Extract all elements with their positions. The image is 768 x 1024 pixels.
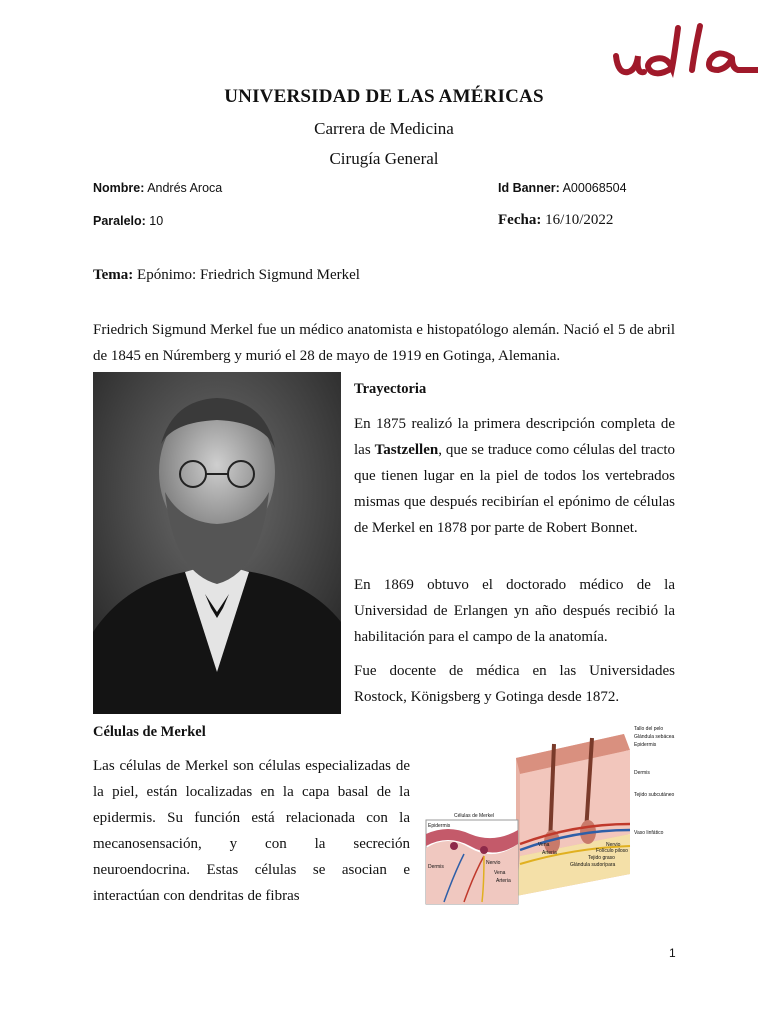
portrait-illustration xyxy=(93,372,341,714)
tastzellen-term: Tastzellen xyxy=(374,442,439,458)
label-hair-shaft: Tallo del pelo xyxy=(634,726,664,732)
trajectory-paragraph-1 xyxy=(354,411,675,541)
trajectory-p1-text: En 1875 realizó la primera descripción completa de las xyxy=(354,416,675,458)
name-value: Andrés Aroca xyxy=(144,181,223,195)
university-title: UNIVERSIDAD DE LAS AMÉRICAS xyxy=(224,86,544,107)
label-hair-follicle: Folículo piloso xyxy=(596,848,628,854)
cells-heading: Células de Merkel xyxy=(93,724,206,740)
label-inset-vein: Vena xyxy=(494,870,506,876)
banner-label: Id Banner: xyxy=(498,181,560,195)
topic-value: Epónimo: Friedrich Sigmund Merkel xyxy=(133,267,360,283)
label-sweat-gland: Glándula sudorípara xyxy=(570,862,616,868)
date-value: 16/10/2022 xyxy=(541,212,614,228)
label-epidermis: Epidermis xyxy=(634,742,657,748)
course-subtitle: Cirugía General xyxy=(329,149,439,168)
label-inset-epidermis: Epidermis xyxy=(428,823,451,829)
banner-value: A00068504 xyxy=(559,181,627,195)
label-lymph-vessel: Vaso linfático xyxy=(634,830,664,836)
parallel xyxy=(93,214,163,228)
label-dermis: Dermis xyxy=(634,770,650,776)
intro-paragraph: Friedrich Sigmund Merkel fue un médico anatomista e histopatólogo alemán. Nació el 5 de abril de 1845 en Núremberg y murió el 28 de mayo de 1919 en Gotinga, Alemania. xyxy=(93,322,675,364)
merkel-portrait xyxy=(93,372,341,714)
label-merkel-cells: Células de Merkel xyxy=(454,813,495,819)
date xyxy=(498,212,613,229)
parallel-value: 10 xyxy=(145,214,164,228)
name-label: Nombre: xyxy=(93,181,145,195)
label-inset-artery: Arteria xyxy=(496,878,511,884)
page-number: 1 xyxy=(669,946,676,960)
trajectory-p1-rest: , que se traduce como células del tracto que tienen lugar en la piel de todos los vertebrados mismas que después recibirían el epónimo de células de Merkel en 1878 por parte de Robert Bonnet. xyxy=(354,442,675,536)
date-label: Fecha: xyxy=(498,212,542,228)
parallel-label: Paralelo: xyxy=(93,214,146,228)
topic-label: Tema: xyxy=(93,267,134,283)
label-nerve: Nervio xyxy=(606,842,621,848)
label-artery: Arteria xyxy=(542,850,557,856)
student-name xyxy=(93,181,222,195)
label-fat-tissue: Tejido graso xyxy=(588,855,615,861)
career-subtitle: Carrera de Medicina xyxy=(314,119,454,138)
skin-diagram xyxy=(424,724,686,906)
label-vein: Vena xyxy=(538,842,550,848)
trajectory-paragraph-3: Fue docente de médica en las Universidades Rostock, Königsberg y Gotinga desde 1872. xyxy=(354,663,675,705)
label-inset-dermis: Dermis xyxy=(428,864,444,870)
label-sebaceous-gland: Glándula sebácea xyxy=(634,734,675,740)
trajectory-paragraph-2: En 1869 obtuvo el doctorado médico de la Universidad de Erlangen yn año después recibió la habilitación para el campo de la anatomía. xyxy=(354,577,675,645)
trajectory-heading: Trayectoria xyxy=(354,381,427,397)
cells-paragraph: Las células de Merkel son células especializadas de la piel, están localizadas en la capa basal de la epidermis. Su función está relacionada con la mecanosensación, y con la secreción neuroendocrina. Estas células se asocian e interactúan con dendritas de fibras xyxy=(93,758,410,904)
banner-id xyxy=(498,181,627,195)
label-inset-nerve: Nervio xyxy=(486,860,501,866)
topic xyxy=(93,267,360,284)
udla-logo xyxy=(608,18,758,88)
label-subcutaneous: Tejido subcutáneo xyxy=(634,792,675,798)
